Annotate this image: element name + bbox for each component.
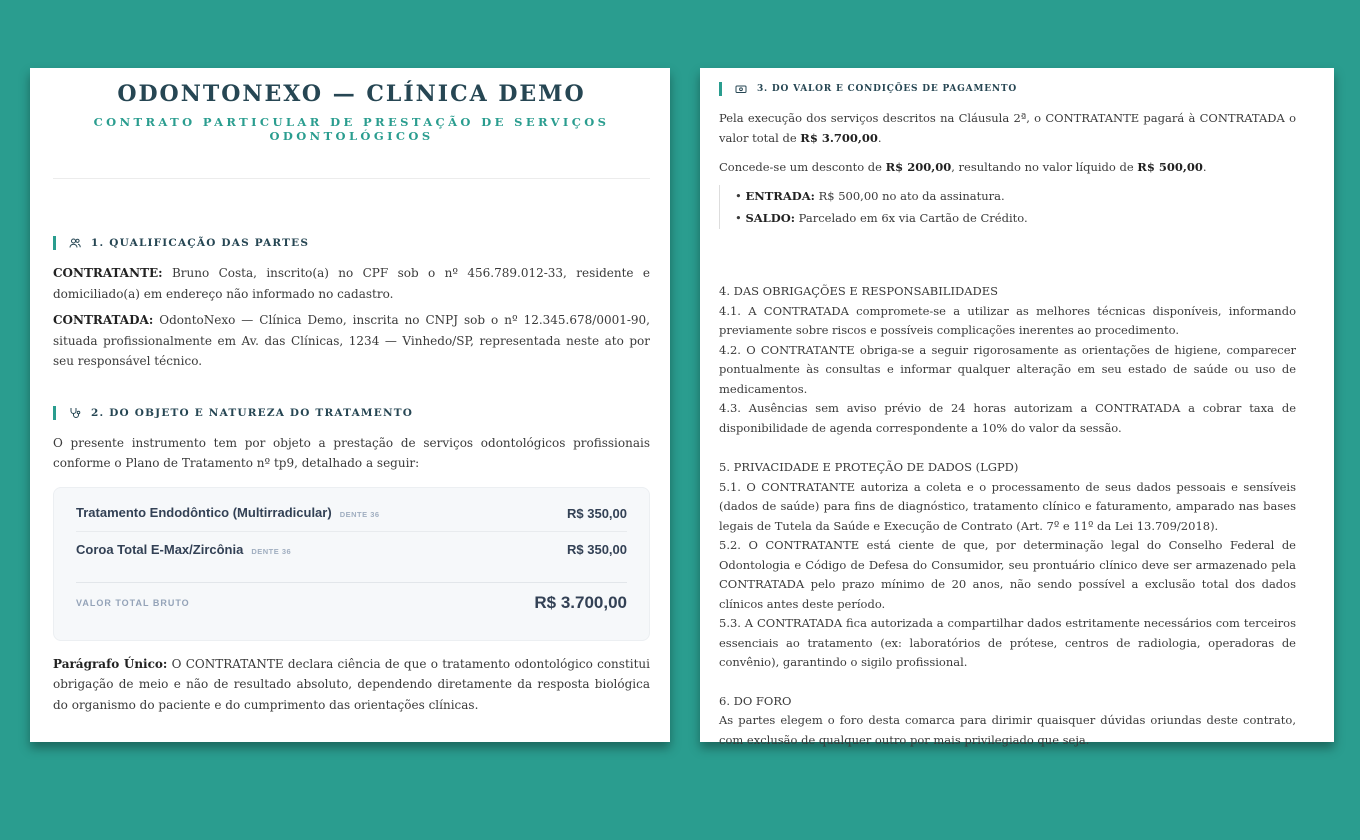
discount-value: R$ 200,00	[885, 160, 952, 174]
treatment-price: R$ 350,00	[567, 542, 627, 557]
contratada-text: OdontoNexo — Clínica Demo, inscrita no CNPJ sob o nº 12.345.678/0001-90, situada profissionalmente em Av. das Clínicas, 1234 — Vinhedo/SP, representada neste ato por seu responsável técnico.	[53, 313, 650, 368]
total-label: VALOR TOTAL BRUTO	[76, 597, 190, 608]
tooth-badge: DENTE 36	[251, 546, 292, 556]
saldo-text: Parcelado em 6x via Cartão de Crédito.	[795, 211, 1028, 225]
treatment-price: R$ 350,00	[567, 505, 627, 521]
document-title: ODONTONEXO — CLÍNICA DEMO	[117, 81, 586, 107]
clause-heading: 5. PRIVACIDADE E PROTEÇÃO DE DADOS (LGPD)	[719, 460, 1019, 474]
paragrafo-unico	[53, 654, 650, 716]
saldo-item: • SALDO: Parcelado em 6x via Cartão de Crédito.	[735, 211, 1028, 225]
contratante-text: Bruno Costa, inscrito(a) no CPF sob o nº 456.789.012-33, residente e domiciliado(a) em endereço não informado no cadastro.	[53, 266, 650, 301]
treatment-row	[76, 496, 627, 532]
clause-heading: 6. DO FORO	[719, 693, 792, 708]
object-intro: O presente instrumento tem por objeto a prestação de serviços odontológicos profissionais conforme o Plano de Tratamento nº tp9, detalhado a seguir:	[53, 435, 650, 470]
clause-heading: 4. DAS OBRIGAÇÕES E RESPONSABILIDADES	[719, 284, 998, 298]
clause-item: As partes elegem o foro desta comarca para dirimir quaisquer dúvidas oriundas deste contrato, com exclusão de qualquer outro por mais privilegiado que seja.	[719, 713, 1296, 747]
clause-item: 4.2. O CONTRATANTE obriga-se a seguir rigorosamente as orientações de higiene, comparecer pontualmente às consultas e informar qualquer alteração em seu estado de saúde ou uso de medicamentos.	[719, 342, 1296, 396]
header-divider	[53, 178, 650, 179]
clause-item: 4.3. Ausências sem aviso prévio de 24 horas autorizam a CONTRATADA a cobrar taxa de disponibilidade de agenda correspondente a 10% do valor da sessão.	[719, 401, 1296, 435]
tooth-badge: DENTE 36	[339, 510, 380, 519]
section-1-title: 1. QUALIFICAÇÃO DAS PARTES	[91, 237, 310, 249]
total-value: R$ 3.700,00	[534, 592, 627, 612]
contratante-label: CONTRATANTE:	[53, 266, 163, 280]
discount-text: .	[1202, 160, 1207, 174]
treatment-name: Coroa Total E-Max/Zircônia	[76, 541, 244, 557]
section-2-heading	[53, 406, 650, 420]
treatment-total-row	[76, 582, 627, 613]
clause-item: 4.1. A CONTRATADA compromete-se a utilizar as melhores técnicas disponíveis, informando previamente sobre riscos e possíveis complicações inerentes ao procedimento.	[719, 303, 1296, 337]
paragrafo-unico-label: Parágrafo Único:	[53, 656, 168, 671]
contratada-paragraph	[53, 310, 650, 372]
stethoscope-icon	[69, 407, 81, 419]
discount-paragraph	[719, 157, 1296, 177]
contratada-label: CONTRATADA:	[53, 313, 154, 327]
payment-text: Pela execução dos serviços descritos na Cláusula 2ª, o CONTRATANTE pagará à CONTRATADA o valor total de	[719, 111, 1296, 145]
section-3-heading	[719, 82, 1296, 96]
net-value: R$ 500,00	[1137, 160, 1203, 174]
clause-item: 5.1. O CONTRATANTE autoriza a coleta e o processamento de seus dados pessoais e sensíveis (dados de saúde) para fins de diagnóstico, tratamento clínico e faturamento, amparado nas bases legais de Tutela da Saúde e Execução de Contrato (Art. 7º e 11º da Lei 13.709/2018).	[719, 479, 1296, 533]
clauses-block	[719, 282, 1296, 750]
clause-item: 5.2. O CONTRATANTE está ciente de que, por determinação legal do Conselho Federal de Odontologia e Código de Defesa do Consumidor, seu prontuário clínico deve ser armazenado pela CONTRATADA pelo prazo mínimo de 20 anos, não sendo possível a exclusão total dos dados clínicos antes deste período.	[719, 538, 1296, 611]
payment-total-value: R$ 3.700,00	[800, 131, 878, 145]
section-2-title: 2. DO OBJETO E NATUREZA DO TRATAMENTO	[91, 406, 414, 419]
paragrafo-unico-text: O CONTRATANTE declara ciência de que o tratamento odontológico constitui obrigação de meio e não de resultado absoluto, dependendo diretamente da resposta biológica do organismo do paciente e do cumprimento das orientações clínicas.	[53, 656, 650, 712]
clause-item: 5.3. A CONTRATADA fica autorizada a compartilhar dados estritamente necessários com terceiros essenciais ao tratamento (ex: laboratórios de prótese, centros de radiologia, operadoras de convênio), garantindo o sigilo profissional.	[719, 616, 1296, 669]
entrada-item: • ENTRADA: R$ 500,00 no ato da assinatura.	[735, 189, 1005, 203]
document-subtitle: CONTRATO PARTICULAR DE PRESTAÇÃO DE SERVIÇOS ODONTOLÓGICOS	[93, 115, 610, 143]
contratante-paragraph	[53, 263, 650, 304]
payment-text: .	[877, 131, 882, 145]
treatment-row	[76, 532, 627, 568]
users-icon	[69, 237, 81, 249]
payment-total-paragraph	[719, 108, 1296, 148]
payment-terms-list	[719, 185, 1296, 229]
saldo-label: SALDO:	[745, 211, 796, 225]
entrada-label: ENTRADA:	[745, 189, 815, 203]
discount-text: Concede-se um desconto de	[719, 160, 886, 174]
contract-page-2	[700, 68, 1334, 747]
treatment-name: Tratamento Endodôntico (Multirradicular)	[76, 505, 332, 520]
money-icon	[735, 83, 747, 95]
section-1-heading	[53, 236, 650, 250]
section-3-title: 3. DO VALOR E CONDIÇÕES DE PAGAMENTO	[757, 84, 1018, 94]
discount-text: , resultando no valor líquido de	[951, 160, 1138, 174]
treatment-plan-box	[53, 487, 650, 641]
entrada-text: R$ 500,00 no ato da assinatura.	[814, 189, 1005, 203]
contract-page-1	[30, 68, 670, 742]
